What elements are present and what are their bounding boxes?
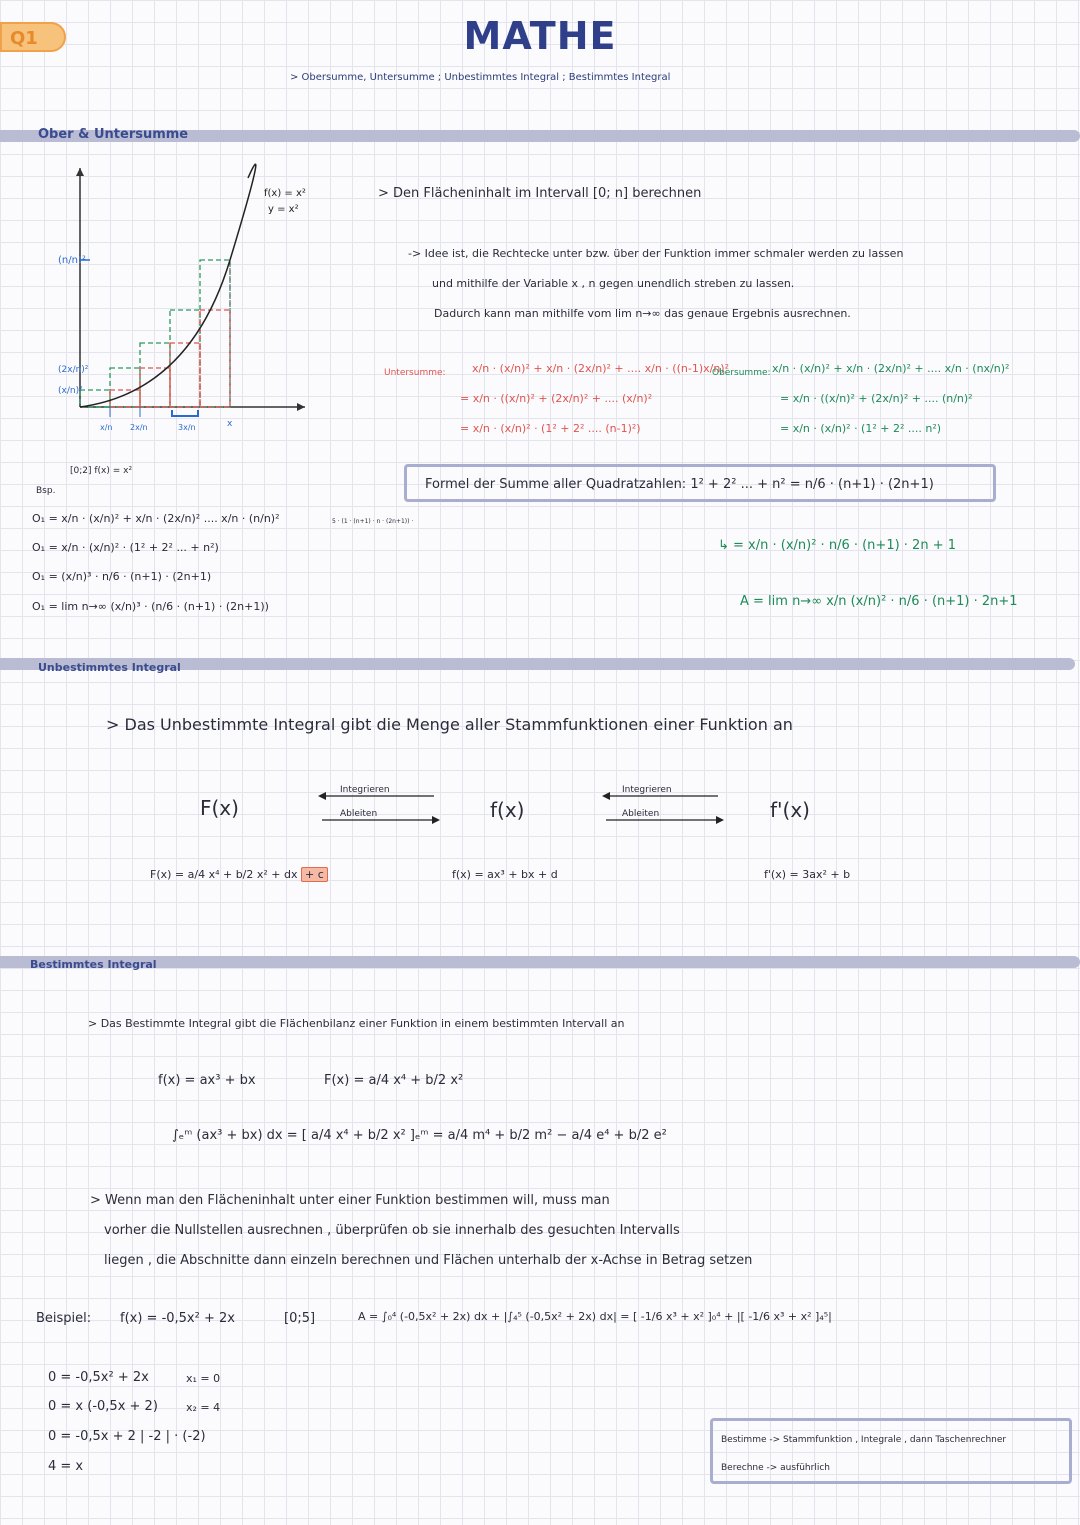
wenn-line-2: vorher die Nullstellen ausrechnen , überprüfen ob sie innerhalb des gesuchten Intervalls: [104, 1223, 680, 1238]
bestimmt-statement: > Das Bestimmte Integral gibt die Flächenbilanz einer Funktion in einem bestimmten Intervall an: [88, 1017, 625, 1030]
example-line-2: O₁ = x/n · (x/n)² · (1² + 2² ... + n²): [32, 541, 219, 554]
x-tick-1: x/n: [100, 423, 113, 432]
ableiten-label-2: Ableiten: [622, 809, 660, 819]
fp-expression: f'(x) = 3ax² + b: [764, 868, 851, 881]
y-tick-1: (n/n)²: [58, 255, 86, 266]
nullstelle-line-2: 0 = x (-0,5x + 2): [48, 1399, 158, 1414]
y-tick-3: (x/n)²: [58, 386, 83, 396]
example-label: Bsp.: [36, 486, 56, 496]
nullstelle-x2: x₂ = 4: [186, 1401, 221, 1414]
antiderivative-F: F(x): [200, 796, 239, 820]
section-heading-unbestimmtes-integral: Unbestimmtes Integral: [38, 661, 181, 674]
obersumme-line-3: = x/n · (x/n)² · (1² + 2² .... n²): [780, 422, 942, 435]
y-axis-arrow: [76, 168, 84, 176]
obersumme-line-2: = x/n · ((x/n)² + (2x/n)² + .... (n/n)²: [780, 392, 973, 405]
beispiel-function: f(x) = -0,5x² + 2x: [120, 1311, 235, 1326]
function-label: f(x) = x²: [264, 188, 306, 199]
idea-line-1: -> Idee ist, die Rechtecke unter bzw. über der Funktion immer schmaler werden zu lassen: [408, 247, 904, 260]
bestimmt-Fx: F(x) = a/4 x⁴ + b/2 x²: [324, 1073, 464, 1088]
wenn-line-1: > Wenn man den Flächeninhalt unter einer Funktion bestimmen will, muss man: [90, 1193, 610, 1208]
beispiel-interval: [0;5]: [284, 1311, 316, 1326]
ableiten-label-1: Ableiten: [340, 809, 378, 819]
f-expression: f(x) = ax³ + bx + d: [452, 868, 558, 881]
interval-bracket: [172, 410, 198, 416]
F-expression-text: F(x) = a/4 x⁴ + b/2 x² + dx: [150, 868, 298, 881]
x-tick-4: x: [227, 419, 233, 429]
obersumme-rectangles: [80, 260, 230, 407]
example-line-4: O₁ = lim n→∞ (x/n)³ · (n/6 · (n+1) · (2n+1)): [32, 600, 269, 613]
y-label: y = x²: [268, 204, 299, 215]
F-expression: [150, 868, 328, 881]
note-box: [710, 1418, 1072, 1484]
x-axis-arrow: [297, 403, 305, 411]
page-title: MATHE: [463, 14, 617, 58]
function-f: f(x): [490, 798, 525, 822]
subtitle: > Obersumme, Untersumme ; Unbestimmtes Integral ; Bestimmtes Integral: [290, 72, 671, 83]
example-line-3: O₁ = (x/n)³ · n/6 · (n+1) · (2n+1): [32, 570, 212, 583]
example-line-1: O₁ = x/n · (x/n)² + x/n · (2x/n)² .... x/n · (n/n)²: [32, 512, 280, 525]
beispiel-area: A = ∫₀⁴ (-0,5x² + 2x) dx + |∫₄⁵ (-0,5x² + 2x) dx| = [ -1/6 x³ + x² ]₀⁴ + |[ -1/6 x³ + x² ]₄⁵|: [358, 1310, 832, 1323]
nullstelle-line-1: 0 = -0,5x² + 2x: [48, 1370, 149, 1385]
section-heading-ober-untersumme: Ober & Untersumme: [38, 127, 189, 142]
formula-box: [404, 464, 996, 502]
formula-text: Formel der Summe aller Quadratzahlen: 1² + 2² ... + n² = n/6 · (n+1) · (2n+1): [425, 477, 934, 492]
substitution-line: ↳ = x/n · (x/n)² · n/6 · (n+1) · 2n + 1: [718, 538, 956, 553]
integrieren-label-1: Integrieren: [340, 785, 390, 795]
nullstelle-line-4: 4 = x: [48, 1459, 84, 1474]
note-line-1: Bestimme -> Stammfunktion , Integrale , dann Taschenrechner: [721, 1435, 1007, 1445]
obersumme-line-1: x/n · (x/n)² + x/n · (2x/n)² + .... x/n · (nx/n)²: [772, 362, 1010, 375]
x-tick-3: 3x/n: [178, 423, 196, 432]
tiny-note: 5 · (1 · (n+1) · n · (2n+1)) ·: [332, 518, 414, 525]
unbestimmt-statement: > Das Unbestimmte Integral gibt die Menge aller Stammfunktionen einer Funktion an: [106, 715, 793, 734]
y-tick-2: (2x/n)²: [58, 365, 89, 375]
example-interval: [0;2] f(x) = x²: [70, 466, 133, 476]
idea-line-2: und mithilfe der Variable x , n gegen unendlich streben zu lassen.: [432, 277, 795, 290]
untersumme-line-3: = x/n · (x/n)² · (1² + 2² .... (n-1)²): [460, 422, 641, 435]
nullstelle-line-3: 0 = -0,5x + 2 | -2 | · (-2): [48, 1429, 206, 1444]
nullstelle-x1: x₁ = 0: [186, 1372, 221, 1385]
derivative-fp: f'(x): [770, 798, 810, 822]
untersumme-label: Untersumme:: [384, 368, 446, 378]
x-tick-2: 2x/n: [130, 423, 148, 432]
intro-text: > Den Flächeninhalt im Intervall [0; n] berechnen: [378, 186, 702, 201]
idea-line-3: Dadurch kann man mithilfe vom lim n→∞ das genaue Ergebnis ausrechnen.: [434, 307, 851, 320]
beispiel-label: Beispiel:: [36, 1311, 92, 1326]
untersumme-rectangles: [110, 310, 230, 407]
integration-constant: + c: [301, 867, 328, 882]
untersumme-line-1: x/n · (x/n)² + x/n · (2x/n)² + .... x/n · ((n-1)x/n)²: [472, 362, 729, 375]
section-heading-bestimmtes-integral: Bestimmtes Integral: [30, 958, 157, 971]
obersumme-label: Obersumme:: [712, 368, 771, 378]
note-line-2: Berechne -> ausführlich: [721, 1463, 830, 1473]
course-badge: Q1: [0, 22, 66, 52]
area-limit-line: A = lim n→∞ x/n (x/n)² · n/6 · (n+1) · 2n+1: [740, 594, 1018, 609]
wenn-line-3: liegen , die Abschnitte dann einzeln berechnen und Flächen unterhalb der x-Achse in Betrag setzen: [104, 1253, 753, 1268]
riemann-sum-graph: [50, 160, 320, 440]
untersumme-line-2: = x/n · ((x/n)² + (2x/n)² + .... (x/n)²: [460, 392, 653, 405]
section-divider-3: [0, 956, 1080, 968]
integrieren-label-2: Integrieren: [622, 785, 672, 795]
definite-integral-example: ∫ₑᵐ (ax³ + bx) dx = [ a/4 x⁴ + b/2 x² ]ₑᵐ = a/4 m⁴ + b/2 m² − a/4 e⁴ + b/2 e²: [172, 1128, 667, 1143]
bestimmt-fx: f(x) = ax³ + bx: [158, 1073, 256, 1088]
